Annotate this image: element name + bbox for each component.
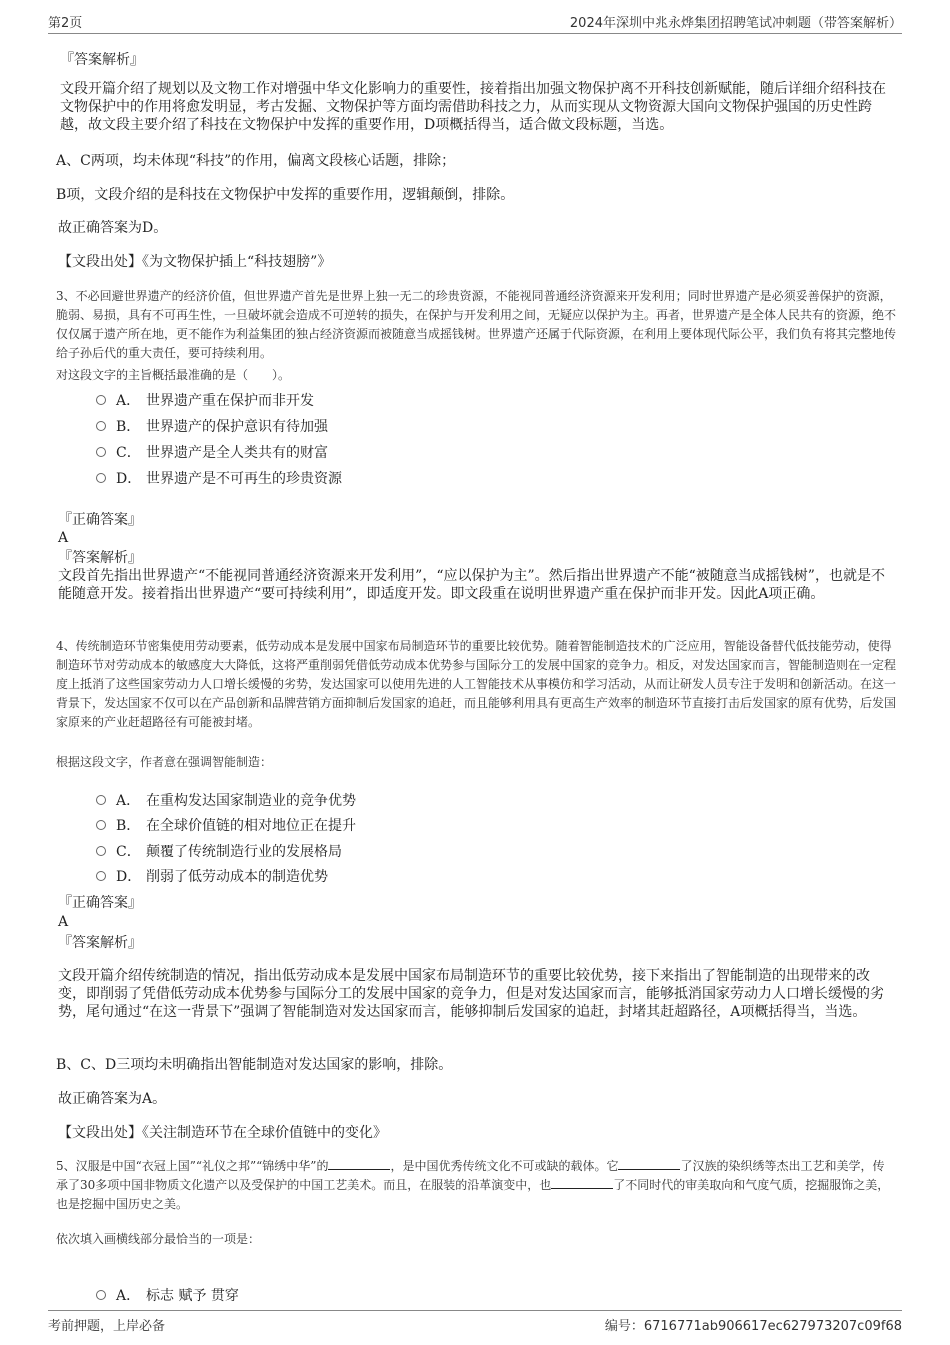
q3-option-d[interactable]: D． 世界遗产是不可再生的珍贵资源: [96, 468, 342, 488]
header-divider: [48, 33, 902, 34]
page-number: 第2页: [48, 16, 83, 31]
radio-icon[interactable]: [96, 473, 106, 483]
radio-icon[interactable]: [96, 447, 106, 457]
q4-answer-label: 『正确答案』: [58, 895, 142, 911]
radio-icon[interactable]: [96, 820, 106, 830]
q3-option-c[interactable]: C． 世界遗产是全人类共有的财富: [96, 442, 328, 462]
q3-option-a[interactable]: A． 世界遗产重在保护而非开发: [96, 390, 314, 410]
q4-answer: A: [58, 914, 69, 930]
radio-icon[interactable]: [96, 871, 106, 881]
q4-conclusion: 故正确答案为A。: [58, 1091, 167, 1107]
q2-source: 【文段出处】《为文物保护插上“科技翅膀”》: [58, 254, 332, 270]
radio-icon[interactable]: [96, 846, 106, 856]
q3-analysis-text: 文段首先指出世界遗产“不能视同普通经济资源来开发利用”，“应以保护为主”。然后指出世界遗产不能“被随意当成摇钱树”，也就是不能随意开发。接着指出世界遗产“要可持续利用”，即适度开发。即文段重在说明世界遗产重在保护而非开发。因此A项正确。: [58, 568, 885, 602]
q3-question: 对这段文字的主旨概括最准确的是（ ）。: [56, 368, 291, 382]
q3-stem: 3、不必回避世界遗产的经济价值，但世界遗产首先是世界上独一无二的珍贵资源，不能视同普通经济资源来开发利用；同时世界遗产是必须妥善保护的资源，脆弱、易损，具有不可再生性，一旦破坏就会造成不可逆转的损失，在保护与开发利用之间，无疑应以保护为主。再者，世界遗产是全体人民共有的资源，绝不仅仅属于遗产所在地，更不能作为利益集团的独占经济资源而被随意当成摇钱树。世界遗产还属于代际资源，在利用上要体现代际公平，我们负有将其完整地传给子孙后代的重大责任，要可持续利用。: [56, 289, 897, 360]
q4-analysis-label: 『答案解析』: [58, 935, 142, 951]
q4-option-a[interactable]: A． 在重构发达国家制造业的竞争优势: [96, 790, 356, 810]
q4-stem: 4、传统制造环节密集使用劳动要素，低劳动成本是发展中国家布局制造环节的重要比较优势。随着智能制造技术的广泛应用，智能设备替代低技能劳动，使得制造环节对劳动成本的敏感度大大降低，这将严重削弱凭借低劳动成本优势参与国际分工的发展中国家的竞争力。相反，对发达国家而言，智能制造则在一定程度上抵消了这些国家劳动力人口增长缓慢的劣势，发达国家可以使用先进的人工智能技术从事模仿和学习活动，从而让研发人员专注于发明和创新活动。在这一背景下，发达国家不仅可以在产品创新和品牌营销方面抑制后发国家的追赶，而且能够利用具有更高生产效率的制造环节直接打击后发国家的原有优势，后发国家原来的产业赶超路径有可能被封堵。: [56, 639, 897, 729]
q4-option-b[interactable]: B． 在全球价值链的相对地位正在提升: [96, 815, 356, 835]
q4-option-c[interactable]: C． 颠覆了传统制造行业的发展格局: [96, 841, 342, 861]
q3-answer-label: 『正确答案』: [58, 512, 142, 528]
q4-option-d[interactable]: D． 削弱了低劳动成本的制造优势: [96, 866, 328, 886]
q5-question: 依次填入画横线部分最恰当的一项是：: [56, 1232, 261, 1246]
q2-note-b: B项，文段介绍的是科技在文物保护中发挥的重要作用，逻辑颠倒，排除。: [56, 187, 515, 203]
footer-divider: [48, 1310, 902, 1311]
q2-note-ac: A、C两项，均未体现“科技”的作用，偏离文段核心话题，排除；: [56, 153, 456, 169]
q2-conclusion: 故正确答案为D。: [58, 220, 168, 236]
q2-analysis-label: 『答案解析』: [60, 52, 144, 68]
q3-option-b[interactable]: B． 世界遗产的保护意识有待加强: [96, 416, 328, 436]
radio-icon[interactable]: [96, 421, 106, 431]
q5-option-a[interactable]: A． 标志 赋予 贯穿: [96, 1285, 239, 1305]
q2-analysis-text: 文段开篇介绍了规划以及文物工作对增强中华文化影响力的重要性，接着指出加强文物保护离不开科技创新赋能，随后详细介绍科技在文物保护中的作用将愈发明显，考古发掘、文物保护等方面均需借助科技之力，从而实现从文物资源大国向文物保护强国的历史性跨越，故文段主要介绍了科技在文物保护中发挥的重要作用，D项概括得当，适合做文段标题，当选。: [60, 81, 886, 133]
q5-stem-part-2: ，是中国优秀传统文化不可或缺的载体。它: [390, 1159, 619, 1173]
footer-slogan: 考前押题，上岸必备: [48, 1319, 166, 1334]
q3-analysis-label: 『答案解析』: [58, 550, 142, 566]
q4-question: 根据这段文字，作者意在强调智能制造：: [56, 755, 273, 769]
q4-analysis-text: 文段开篇介绍传统制造的情况，指出低劳动成本是发展中国家布局制造环节的重要比较优势，接下来指出了智能制造的出现带来的改变，即削弱了凭借低劳动成本优势参与国际分工的发展中国家的竞争力，但是对发达国家而言，能够抵消国家劳动力人口增长缓慢的劣势，尾句通过“在这一背景下”强调了智能制造对发达国家而言，能够抑制后发国家的追赶，封堵其赶超路径，A项概括得当，当选。: [58, 968, 884, 1020]
q5-stem-part-3: 了汉族的染织绣等杰出工艺和美学，传承了30多项中国非物质文化遗产以及受保护的中国工艺美术。而且，在服装的沿革演变中，也: [56, 1159, 885, 1192]
q4-note-bcd: B、C、D三项均未明确指出智能制造对发达国家的影响，排除。: [56, 1057, 453, 1073]
q5-blank-2[interactable]: [618, 1157, 680, 1170]
q4-source: 【文段出处】《关注制造环节在全球价值链中的变化》: [58, 1125, 387, 1141]
q5-stem: [56, 1157, 896, 1214]
q5-blank-3[interactable]: [551, 1176, 613, 1189]
document-title: 2024年深圳中兆永烨集团招聘笔试冲刺题（带答案解析）: [569, 16, 902, 31]
radio-icon[interactable]: [96, 1290, 106, 1300]
q5-stem-part-4: 了不同时代的审美取向和气度气质，挖掘服饰之美，也是挖掘中国历史之美。: [56, 1178, 890, 1211]
radio-icon[interactable]: [96, 395, 106, 405]
q5-blank-1[interactable]: [328, 1157, 390, 1170]
radio-icon[interactable]: [96, 795, 106, 805]
q5-stem-part-1: 5、汉服是中国“衣冠上国”“礼仪之邦”“锦绣中华”的: [56, 1159, 329, 1173]
q3-answer: A: [58, 530, 69, 546]
document-code: 编号：6716771ab906617ec627973207c09f68: [604, 1319, 902, 1334]
